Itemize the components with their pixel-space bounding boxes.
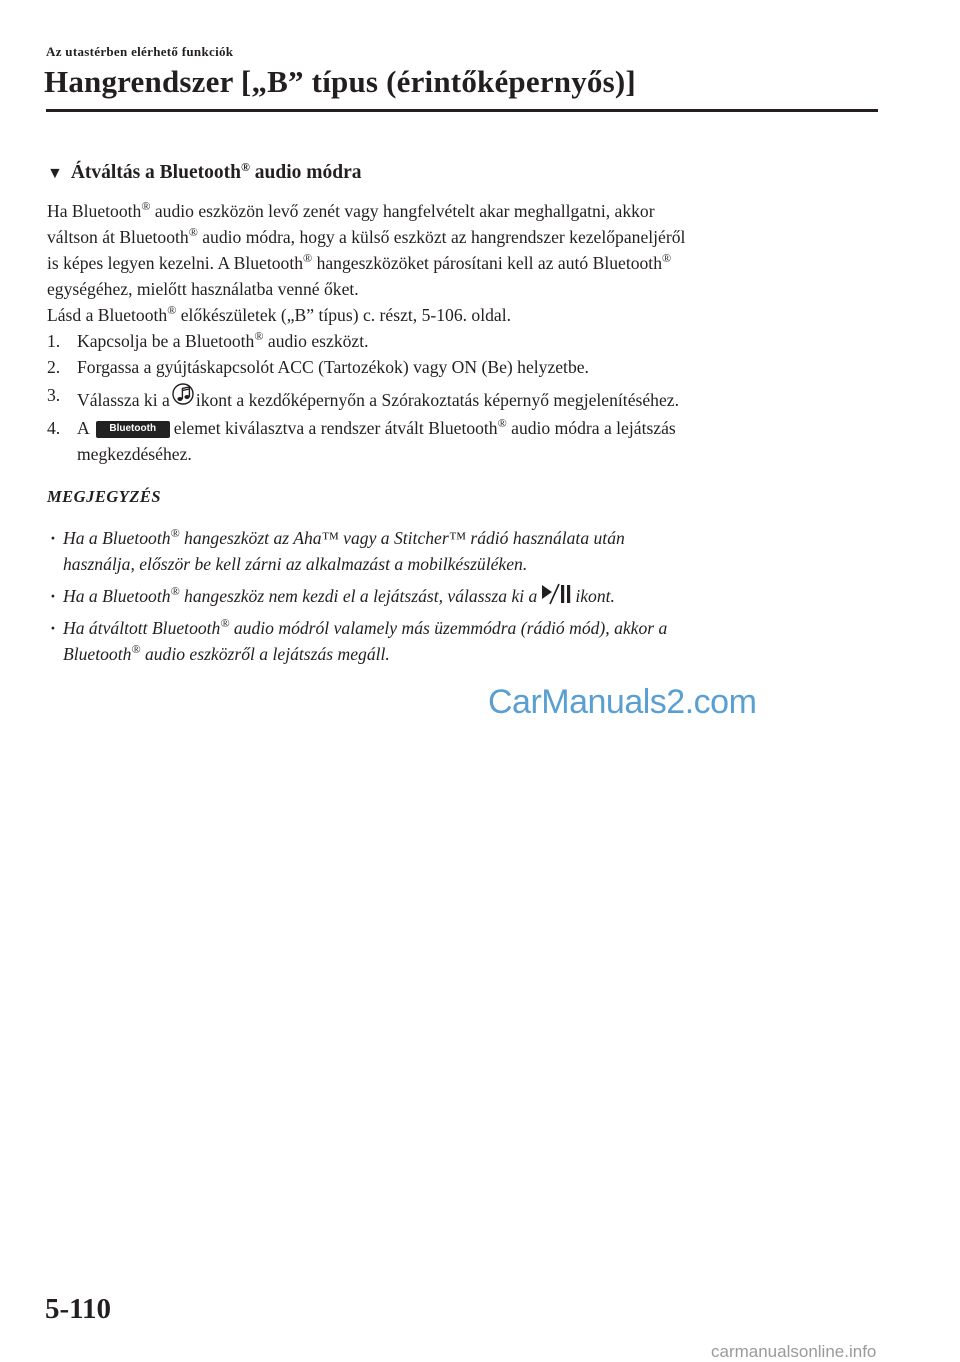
- page-number: 5-110: [45, 1293, 112, 1325]
- triangle-marker-icon: ▼: [47, 165, 63, 182]
- step-text: ikont a kezdőképernyőn a Szórakoztatás képernyő megjelenítéséhez.: [195, 390, 679, 410]
- registered-mark: ®: [662, 251, 672, 265]
- subsection-title-b: audio módra: [249, 162, 362, 183]
- step-number: 2.: [47, 357, 61, 377]
- step-number: 3.: [47, 385, 61, 405]
- note-text: Ha a Bluetooth: [63, 528, 171, 548]
- bullet-icon: ·: [50, 586, 56, 606]
- music-note-icon: [172, 382, 194, 408]
- intro-text: is képes legyen kezelni. A Bluetooth: [47, 253, 304, 273]
- section-label: Az utastérben elérhető funkciók: [46, 44, 234, 59]
- note-text: audio eszközről a lejátszás megáll.: [140, 644, 390, 664]
- step-text: Válassza ki a: [77, 390, 170, 410]
- note-text: Ha a Bluetooth: [63, 586, 171, 606]
- registered-mark: ®: [497, 416, 507, 430]
- registered-mark: ®: [303, 251, 313, 265]
- intro-text: előkészületek („B” típus) c. részt, 5-106. oldal.: [176, 305, 511, 325]
- intro-text: váltson át Bluetooth: [47, 227, 189, 247]
- note-heading: MEGJEGYZÉS: [47, 487, 162, 506]
- steps-list: [47, 328, 877, 467]
- step-text: A: [77, 418, 90, 438]
- notes-list: [47, 525, 877, 667]
- registered-mark: ®: [254, 329, 264, 343]
- note-item: [47, 525, 877, 577]
- note-text: használja, először be kell zárni az alkalmazást a mobilkészüléken.: [63, 554, 528, 574]
- bullet-icon: ·: [50, 618, 56, 638]
- registered-mark: ®: [131, 642, 141, 656]
- registered-mark: ®: [141, 199, 151, 213]
- intro-paragraph: [47, 198, 877, 328]
- step-item: [47, 328, 877, 354]
- registered-mark: ®: [240, 160, 250, 174]
- bullet-icon: ·: [50, 528, 56, 548]
- registered-mark: ®: [167, 303, 177, 317]
- registered-mark: ®: [220, 616, 230, 630]
- registered-mark: ®: [188, 225, 198, 239]
- step-text: megkezdéséhez.: [77, 444, 192, 464]
- step-number: 4.: [47, 418, 61, 438]
- intro-text: audio módra, hogy a külső eszközt az hangrendszer kezelőpaneljéről: [197, 227, 686, 247]
- note-text: audio módról valamely más üzemmódra (rádió mód), akkor a: [229, 618, 668, 638]
- intro-text: hangeszközöket párosítani kell az autó Bluetooth: [312, 253, 662, 273]
- step-text: audio eszközt.: [263, 331, 369, 351]
- intro-text: Lásd a Bluetooth: [47, 305, 168, 325]
- title-divider: [46, 109, 878, 112]
- note-item: [47, 615, 877, 667]
- step-item: [47, 415, 877, 467]
- subsection-heading: [47, 162, 877, 184]
- registered-mark: ®: [170, 526, 180, 540]
- main-content: [47, 162, 877, 673]
- step-text: audio módra a lejátszás: [506, 418, 676, 438]
- intro-text: audio eszközön levő zenét vagy hangfelvételt akar meghallgatni, akkor: [150, 201, 655, 221]
- note-item: [47, 583, 877, 609]
- page-title: Hangrendszer [„B” típus (érintőképernyős)]: [44, 64, 636, 99]
- note-text: Ha átváltott Bluetooth: [63, 618, 221, 638]
- intro-text: Ha Bluetooth: [47, 201, 142, 221]
- subsection-title-a: Átváltás a Bluetooth: [70, 162, 241, 183]
- intro-text: egységéhez, mielőtt használatba venné őket.: [47, 279, 359, 299]
- step-number: 1.: [47, 331, 61, 351]
- play-pause-icon: [540, 583, 572, 605]
- note-text: Bluetooth: [63, 644, 132, 664]
- step-text: Forgassa a gyújtáskapcsolót ACC (Tartozékok) vagy ON (Be) helyzetbe.: [77, 357, 589, 377]
- note-text: hangeszközt az Aha™ vagy a Stitcher™ rádió használata után: [179, 528, 625, 548]
- step-text: elemet kiválasztva a rendszer átvált Bluetooth: [173, 418, 498, 438]
- bluetooth-button-graphic: Bluetooth: [96, 421, 170, 438]
- note-text: ikont.: [575, 586, 615, 606]
- step-item: [47, 354, 877, 380]
- footer-site-link[interactable]: carmanualsonline.info: [711, 1342, 877, 1361]
- watermark: CarManuals2.com: [488, 683, 757, 721]
- note-text: hangeszköz nem kezdi el a lejátszást, válassza ki a: [179, 586, 538, 606]
- step-item: [47, 382, 877, 413]
- step-text: Kapcsolja be a Bluetooth: [77, 331, 255, 351]
- registered-mark: ®: [170, 584, 180, 598]
